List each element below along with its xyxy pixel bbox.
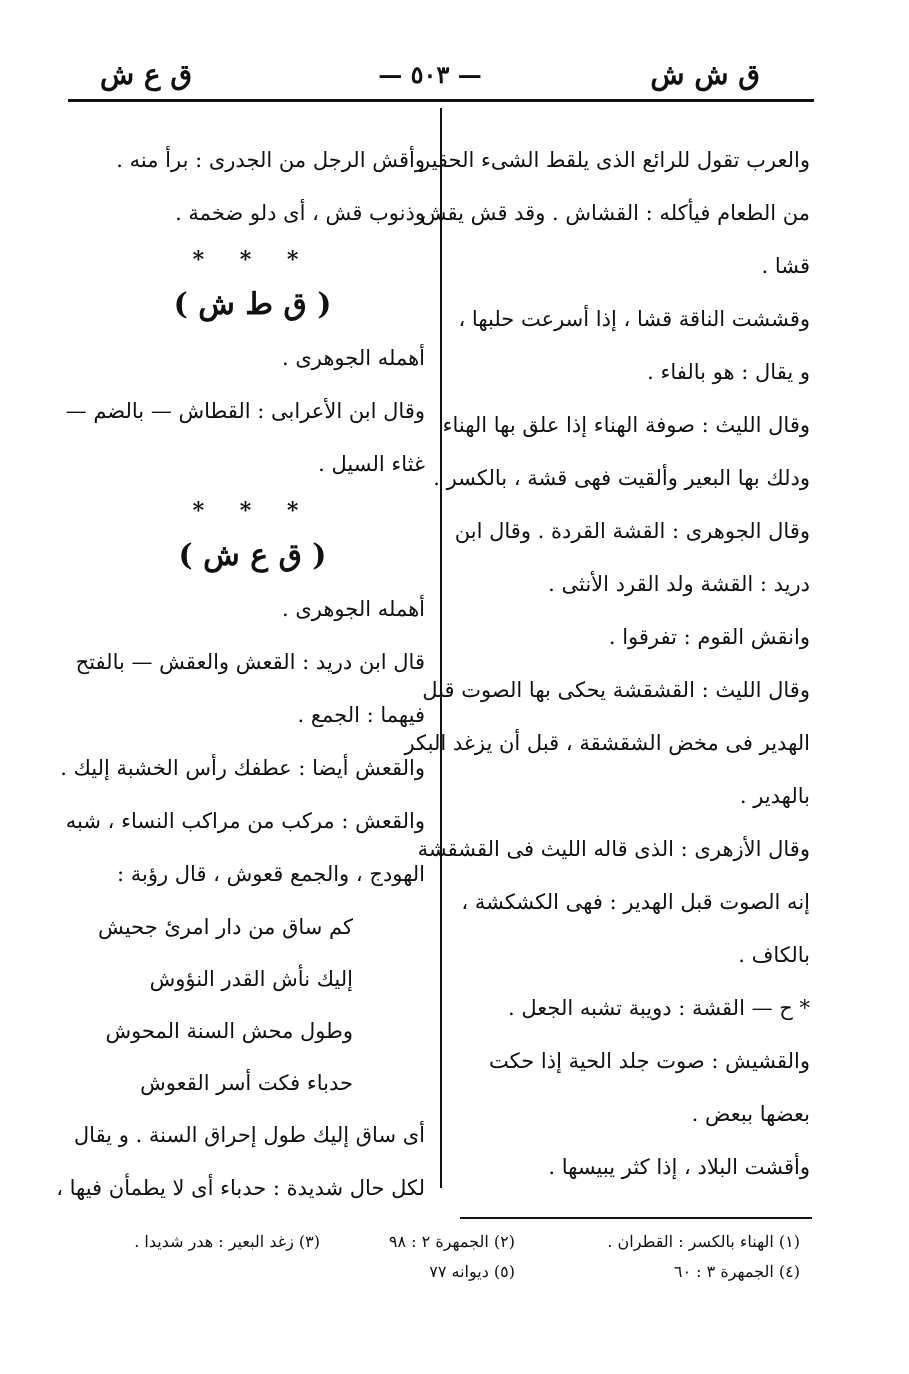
footnotes	[120, 1232, 800, 1292]
text-line: و يقال : هو بالفاء .	[647, 360, 810, 384]
header-rule	[68, 99, 814, 102]
verse-line: إليك نأش القدر النؤوش	[149, 967, 353, 991]
text-line: والقعش : مركب من مراكب النساء ، شبه	[65, 809, 425, 833]
text-line: وقال الليث : القشقشة يحكى بها الصوت قبل	[422, 678, 810, 702]
text-line: دريد : القشة ولد القرد الأنثى .	[548, 572, 810, 596]
text-line: وقال ابن الأعرابى : القطاش — بالضم —	[65, 399, 425, 423]
footnote-row	[120, 1232, 800, 1262]
text-line: وقال الجوهرى : القشة القردة . وقال ابن	[454, 519, 810, 543]
text-line: وقششت الناقة قشا ، إذا أسرعت حلبها ،	[458, 307, 810, 331]
section-separator: * * *	[192, 247, 313, 273]
text-line: أى ساق إليك طول إحراق السنة . و يقال	[73, 1123, 425, 1147]
text-line: لكل حال شديدة : حدباء أى لا يطمأن فيها ،	[56, 1176, 425, 1200]
footnote: (٥) ديوانه ٧٧	[429, 1262, 515, 1281]
text-line: أهمله الجوهرى .	[281, 346, 425, 370]
text-line: وانقش القوم : تفرقوا .	[608, 625, 810, 649]
text-line: بالكاف .	[738, 943, 810, 967]
verse-line: كم ساق من دار امرئ جحيش	[98, 915, 353, 939]
text-line: * ح — القشة : دويبة تشبه الجعل .	[508, 996, 810, 1020]
page-number: — ٥٠٣ —	[378, 60, 482, 89]
text-line: من الطعام فيأكله : القشاش . وقد قش يقش	[420, 201, 810, 225]
verse-line: حدباء فكت أسر القعوش	[140, 1071, 353, 1095]
column-divider	[440, 108, 442, 1188]
text-line: بعضها ببعض .	[691, 1102, 810, 1126]
footnote: (٤) الجمهرة ٣ : ٦٠	[673, 1262, 800, 1281]
footnote: (١) الهناء بالكسر : القطران .	[607, 1232, 800, 1251]
footnote-row	[120, 1262, 800, 1292]
header-root-right: ق ش ش	[650, 58, 760, 91]
text-line: وأقش الرجل من الجدرى : برأ منه .	[116, 148, 425, 172]
footnote: (٣) زغد البعير : هدر شديدا .	[134, 1232, 320, 1251]
text-line: أهمله الجوهرى .	[281, 597, 425, 621]
text-line: غثاء السيل .	[318, 452, 425, 476]
left-column	[56, 140, 425, 1221]
text-line: وذنوب قش ، أى دلو ضخمة .	[175, 201, 425, 225]
footnote: (٢) الجمهرة ٢ : ٩٨	[388, 1232, 515, 1251]
text-line: قشا .	[761, 254, 810, 278]
verse-line: وطول محش السنة المحوش	[105, 1019, 353, 1043]
footnote-rule	[460, 1217, 812, 1219]
right-column	[404, 140, 810, 1200]
text-line: الهودج ، والجمع قعوش ، قال رؤبة :	[116, 862, 425, 886]
header-root-left: ق ع ش	[100, 58, 193, 91]
text-line: قال ابن دريد : القعش والعقش — بالفتح	[75, 650, 425, 674]
section-separator: * * *	[192, 498, 313, 524]
text-line: إنه الصوت قبل الهدير : فهى الكشكشة ،	[461, 890, 810, 914]
text-line: والعرب تقول للرائع الذى يلقط الشىء الحقير	[419, 148, 810, 172]
text-line: وأقشت البلاد ، إذا كثر يبيسها .	[548, 1155, 810, 1179]
root-heading: ( ق ط ش )	[173, 287, 332, 322]
text-line: وقال الأزهرى : الذى قاله الليث فى القشقشة	[417, 837, 810, 861]
text-line: وقال الليث : صوفة الهناء إذا علق بها الهناء	[442, 413, 810, 437]
text-line: الهدير فى مخض الشقشقة ، قبل أن يزغد البكر	[404, 731, 810, 755]
text-line: بالهدير .	[739, 784, 810, 808]
text-line: والقعش أيضا : عطفك رأس الخشبة إليك .	[60, 756, 425, 780]
text-line: ودلك بها البعير وألقيت فهى قشة ، بالكسر .	[433, 466, 810, 490]
root-heading: ( ق ع ش )	[178, 538, 327, 573]
page-header	[100, 58, 760, 98]
text-line: والقشيش : صوت جلد الحية إذا حكت	[489, 1049, 810, 1073]
text-line: فيهما : الجمع .	[297, 703, 425, 727]
